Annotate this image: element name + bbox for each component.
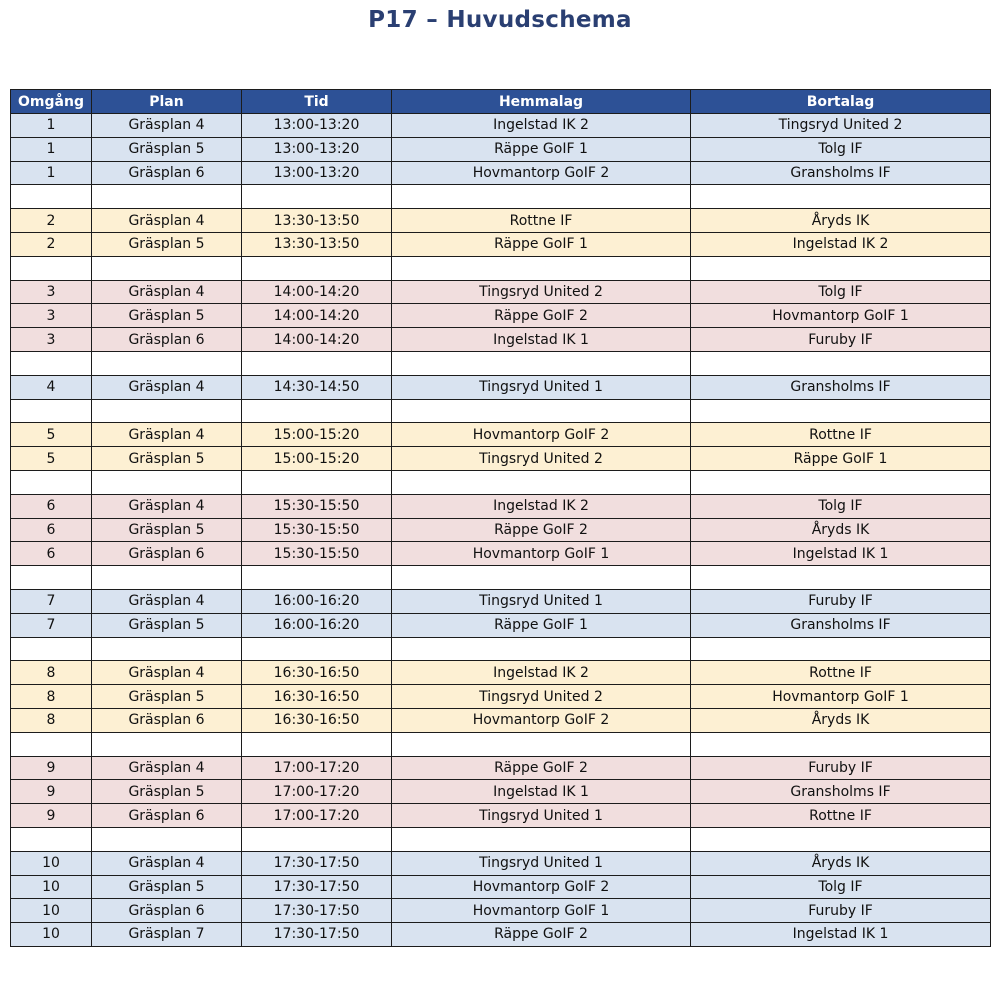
round-cell: 10 [11, 851, 92, 875]
round-cell: 6 [11, 518, 92, 542]
home-team-cell: Tingsryd United 2 [392, 280, 691, 304]
spacer-row [11, 732, 991, 756]
column-header-plan: Plan [92, 90, 242, 114]
column-header-hemmalag: Hemmalag [392, 90, 691, 114]
field-cell: Gräsplan 4 [92, 209, 242, 233]
table-row [11, 780, 991, 804]
away-team-cell: Räppe GoIF 1 [691, 447, 991, 471]
away-team-cell: Åryds IK [691, 518, 991, 542]
table-row [11, 304, 991, 328]
away-team-cell: Gransholms IF [691, 161, 991, 185]
round-cell: 5 [11, 447, 92, 471]
round-cell: 3 [11, 328, 92, 352]
away-team-cell: Furuby IF [691, 756, 991, 780]
schedule-table [10, 89, 991, 947]
table-row [11, 875, 991, 899]
table-row [11, 494, 991, 518]
home-team-cell: Hovmantorp GoIF 1 [392, 899, 691, 923]
home-team-cell: Räppe GoIF 2 [392, 756, 691, 780]
empty-cell [392, 256, 691, 280]
home-team-cell: Hovmantorp GoIF 2 [392, 708, 691, 732]
empty-cell [11, 399, 92, 423]
home-team-cell: Hovmantorp GoIF 2 [392, 423, 691, 447]
round-cell: 6 [11, 542, 92, 566]
time-cell: 17:00-17:20 [242, 804, 392, 828]
home-team-cell: Ingelstad IK 2 [392, 494, 691, 518]
round-cell: 9 [11, 756, 92, 780]
time-cell: 14:00-14:20 [242, 304, 392, 328]
away-team-cell: Furuby IF [691, 328, 991, 352]
time-cell: 16:30-16:50 [242, 685, 392, 709]
field-cell: Gräsplan 4 [92, 756, 242, 780]
round-cell: 6 [11, 494, 92, 518]
field-cell: Gräsplan 5 [92, 613, 242, 637]
empty-cell [242, 185, 392, 209]
home-team-cell: Ingelstad IK 1 [392, 780, 691, 804]
away-team-cell: Åryds IK [691, 851, 991, 875]
round-cell: 5 [11, 423, 92, 447]
round-cell: 3 [11, 280, 92, 304]
home-team-cell: Räppe GoIF 2 [392, 518, 691, 542]
table-row [11, 756, 991, 780]
column-header-bortalag: Bortalag [691, 90, 991, 114]
home-team-cell: Tingsryd United 1 [392, 804, 691, 828]
round-cell: 8 [11, 661, 92, 685]
empty-cell [691, 351, 991, 375]
empty-cell [392, 637, 691, 661]
home-team-cell: Ingelstad IK 2 [392, 661, 691, 685]
away-team-cell: Åryds IK [691, 209, 991, 233]
field-cell: Gräsplan 4 [92, 375, 242, 399]
time-cell: 16:30-16:50 [242, 708, 392, 732]
field-cell: Gräsplan 6 [92, 328, 242, 352]
empty-cell [242, 470, 392, 494]
away-team-cell: Rottne IF [691, 804, 991, 828]
empty-cell [11, 637, 92, 661]
home-team-cell: Räppe GoIF 1 [392, 137, 691, 161]
round-cell: 1 [11, 114, 92, 138]
table-row [11, 280, 991, 304]
empty-cell [11, 185, 92, 209]
time-cell: 13:00-13:20 [242, 137, 392, 161]
empty-cell [92, 256, 242, 280]
column-header-omgang: Omgång [11, 90, 92, 114]
home-team-cell: Räppe GoIF 1 [392, 232, 691, 256]
home-team-cell: Hovmantorp GoIF 2 [392, 875, 691, 899]
table-row [11, 613, 991, 637]
table-row [11, 923, 991, 947]
spacer-row [11, 256, 991, 280]
empty-cell [92, 185, 242, 209]
time-cell: 14:30-14:50 [242, 375, 392, 399]
away-team-cell: Rottne IF [691, 423, 991, 447]
empty-cell [11, 827, 92, 851]
field-cell: Gräsplan 4 [92, 661, 242, 685]
field-cell: Gräsplan 6 [92, 899, 242, 923]
round-cell: 4 [11, 375, 92, 399]
empty-cell [392, 351, 691, 375]
empty-cell [691, 637, 991, 661]
round-cell: 2 [11, 232, 92, 256]
table-row [11, 851, 991, 875]
spacer-row [11, 637, 991, 661]
field-cell: Gräsplan 5 [92, 780, 242, 804]
table-row [11, 708, 991, 732]
empty-cell [392, 470, 691, 494]
field-cell: Gräsplan 4 [92, 114, 242, 138]
column-header-tid: Tid [242, 90, 392, 114]
round-cell: 9 [11, 780, 92, 804]
field-cell: Gräsplan 5 [92, 685, 242, 709]
away-team-cell: Gransholms IF [691, 780, 991, 804]
round-cell: 8 [11, 708, 92, 732]
table-row [11, 447, 991, 471]
away-team-cell: Tolg IF [691, 494, 991, 518]
away-team-cell: Ingelstad IK 1 [691, 542, 991, 566]
field-cell: Gräsplan 4 [92, 494, 242, 518]
time-cell: 15:30-15:50 [242, 518, 392, 542]
away-team-cell: Gransholms IF [691, 613, 991, 637]
table-row [11, 375, 991, 399]
away-team-cell: Tolg IF [691, 875, 991, 899]
empty-cell [392, 827, 691, 851]
empty-cell [691, 399, 991, 423]
home-team-cell: Räppe GoIF 1 [392, 613, 691, 637]
table-row [11, 423, 991, 447]
home-team-cell: Tingsryd United 1 [392, 851, 691, 875]
field-cell: Gräsplan 4 [92, 851, 242, 875]
away-team-cell: Ingelstad IK 2 [691, 232, 991, 256]
empty-cell [392, 399, 691, 423]
empty-cell [691, 566, 991, 590]
time-cell: 17:30-17:50 [242, 899, 392, 923]
empty-cell [92, 399, 242, 423]
home-team-cell: Räppe GoIF 2 [392, 304, 691, 328]
table-row [11, 589, 991, 613]
away-team-cell: Hovmantorp GoIF 1 [691, 304, 991, 328]
time-cell: 17:30-17:50 [242, 923, 392, 947]
home-team-cell: Räppe GoIF 2 [392, 923, 691, 947]
empty-cell [11, 256, 92, 280]
away-team-cell: Åryds IK [691, 708, 991, 732]
field-cell: Gräsplan 5 [92, 137, 242, 161]
table-row [11, 804, 991, 828]
table-row [11, 137, 991, 161]
empty-cell [242, 399, 392, 423]
empty-cell [11, 732, 92, 756]
empty-cell [242, 732, 392, 756]
empty-cell [92, 566, 242, 590]
table-row [11, 661, 991, 685]
time-cell: 14:00-14:20 [242, 280, 392, 304]
time-cell: 17:00-17:20 [242, 756, 392, 780]
time-cell: 17:00-17:20 [242, 780, 392, 804]
time-cell: 14:00-14:20 [242, 328, 392, 352]
empty-cell [92, 470, 242, 494]
page-title: P17 – Huvudschema [368, 7, 632, 33]
away-team-cell: Ingelstad IK 1 [691, 923, 991, 947]
empty-cell [92, 732, 242, 756]
home-team-cell: Ingelstad IK 2 [392, 114, 691, 138]
home-team-cell: Tingsryd United 2 [392, 685, 691, 709]
round-cell: 8 [11, 685, 92, 709]
time-cell: 16:00-16:20 [242, 589, 392, 613]
table-row [11, 899, 991, 923]
round-cell: 10 [11, 875, 92, 899]
field-cell: Gräsplan 6 [92, 708, 242, 732]
empty-cell [691, 827, 991, 851]
away-team-cell: Tingsryd United 2 [691, 114, 991, 138]
away-team-cell: Furuby IF [691, 589, 991, 613]
time-cell: 13:00-13:20 [242, 114, 392, 138]
empty-cell [691, 732, 991, 756]
home-team-cell: Tingsryd United 1 [392, 589, 691, 613]
spacer-row [11, 351, 991, 375]
empty-cell [242, 637, 392, 661]
field-cell: Gräsplan 5 [92, 518, 242, 542]
spacer-row [11, 566, 991, 590]
table-row [11, 518, 991, 542]
round-cell: 1 [11, 137, 92, 161]
field-cell: Gräsplan 4 [92, 280, 242, 304]
time-cell: 17:30-17:50 [242, 875, 392, 899]
empty-cell [691, 185, 991, 209]
time-cell: 15:00-15:20 [242, 423, 392, 447]
field-cell: Gräsplan 4 [92, 589, 242, 613]
away-team-cell: Gransholms IF [691, 375, 991, 399]
home-team-cell: Hovmantorp GoIF 1 [392, 542, 691, 566]
empty-cell [392, 566, 691, 590]
table-row [11, 685, 991, 709]
time-cell: 13:30-13:50 [242, 232, 392, 256]
away-team-cell: Rottne IF [691, 661, 991, 685]
empty-cell [242, 351, 392, 375]
table-row [11, 328, 991, 352]
away-team-cell: Hovmantorp GoIF 1 [691, 685, 991, 709]
away-team-cell: Furuby IF [691, 899, 991, 923]
round-cell: 7 [11, 613, 92, 637]
empty-cell [92, 351, 242, 375]
time-cell: 16:30-16:50 [242, 661, 392, 685]
field-cell: Gräsplan 6 [92, 542, 242, 566]
home-team-cell: Tingsryd United 2 [392, 447, 691, 471]
empty-cell [92, 637, 242, 661]
time-cell: 15:30-15:50 [242, 494, 392, 518]
home-team-cell: Rottne IF [392, 209, 691, 233]
round-cell: 2 [11, 209, 92, 233]
table-row [11, 209, 991, 233]
empty-cell [11, 470, 92, 494]
home-team-cell: Tingsryd United 1 [392, 375, 691, 399]
time-cell: 17:30-17:50 [242, 851, 392, 875]
empty-cell [392, 732, 691, 756]
empty-cell [242, 827, 392, 851]
schedule-body [11, 114, 991, 947]
empty-cell [242, 256, 392, 280]
time-cell: 15:30-15:50 [242, 542, 392, 566]
empty-cell [11, 566, 92, 590]
field-cell: Gräsplan 5 [92, 304, 242, 328]
table-header-row [11, 90, 991, 114]
home-team-cell: Hovmantorp GoIF 2 [392, 161, 691, 185]
spacer-row [11, 399, 991, 423]
spacer-row [11, 827, 991, 851]
field-cell: Gräsplan 7 [92, 923, 242, 947]
field-cell: Gräsplan 6 [92, 804, 242, 828]
field-cell: Gräsplan 5 [92, 875, 242, 899]
table-row [11, 161, 991, 185]
empty-cell [691, 256, 991, 280]
empty-cell [92, 827, 242, 851]
spacer-row [11, 185, 991, 209]
round-cell: 7 [11, 589, 92, 613]
spacer-row [11, 470, 991, 494]
home-team-cell: Ingelstad IK 1 [392, 328, 691, 352]
field-cell: Gräsplan 5 [92, 447, 242, 471]
round-cell: 10 [11, 923, 92, 947]
time-cell: 13:00-13:20 [242, 161, 392, 185]
field-cell: Gräsplan 4 [92, 423, 242, 447]
field-cell: Gräsplan 5 [92, 232, 242, 256]
table-row [11, 542, 991, 566]
empty-cell [691, 470, 991, 494]
field-cell: Gräsplan 6 [92, 161, 242, 185]
empty-cell [242, 566, 392, 590]
away-team-cell: Tolg IF [691, 137, 991, 161]
away-team-cell: Tolg IF [691, 280, 991, 304]
table-row [11, 232, 991, 256]
round-cell: 3 [11, 304, 92, 328]
empty-cell [11, 351, 92, 375]
round-cell: 1 [11, 161, 92, 185]
table-row [11, 114, 991, 138]
time-cell: 16:00-16:20 [242, 613, 392, 637]
time-cell: 15:00-15:20 [242, 447, 392, 471]
time-cell: 13:30-13:50 [242, 209, 392, 233]
round-cell: 10 [11, 899, 92, 923]
empty-cell [392, 185, 691, 209]
round-cell: 9 [11, 804, 92, 828]
